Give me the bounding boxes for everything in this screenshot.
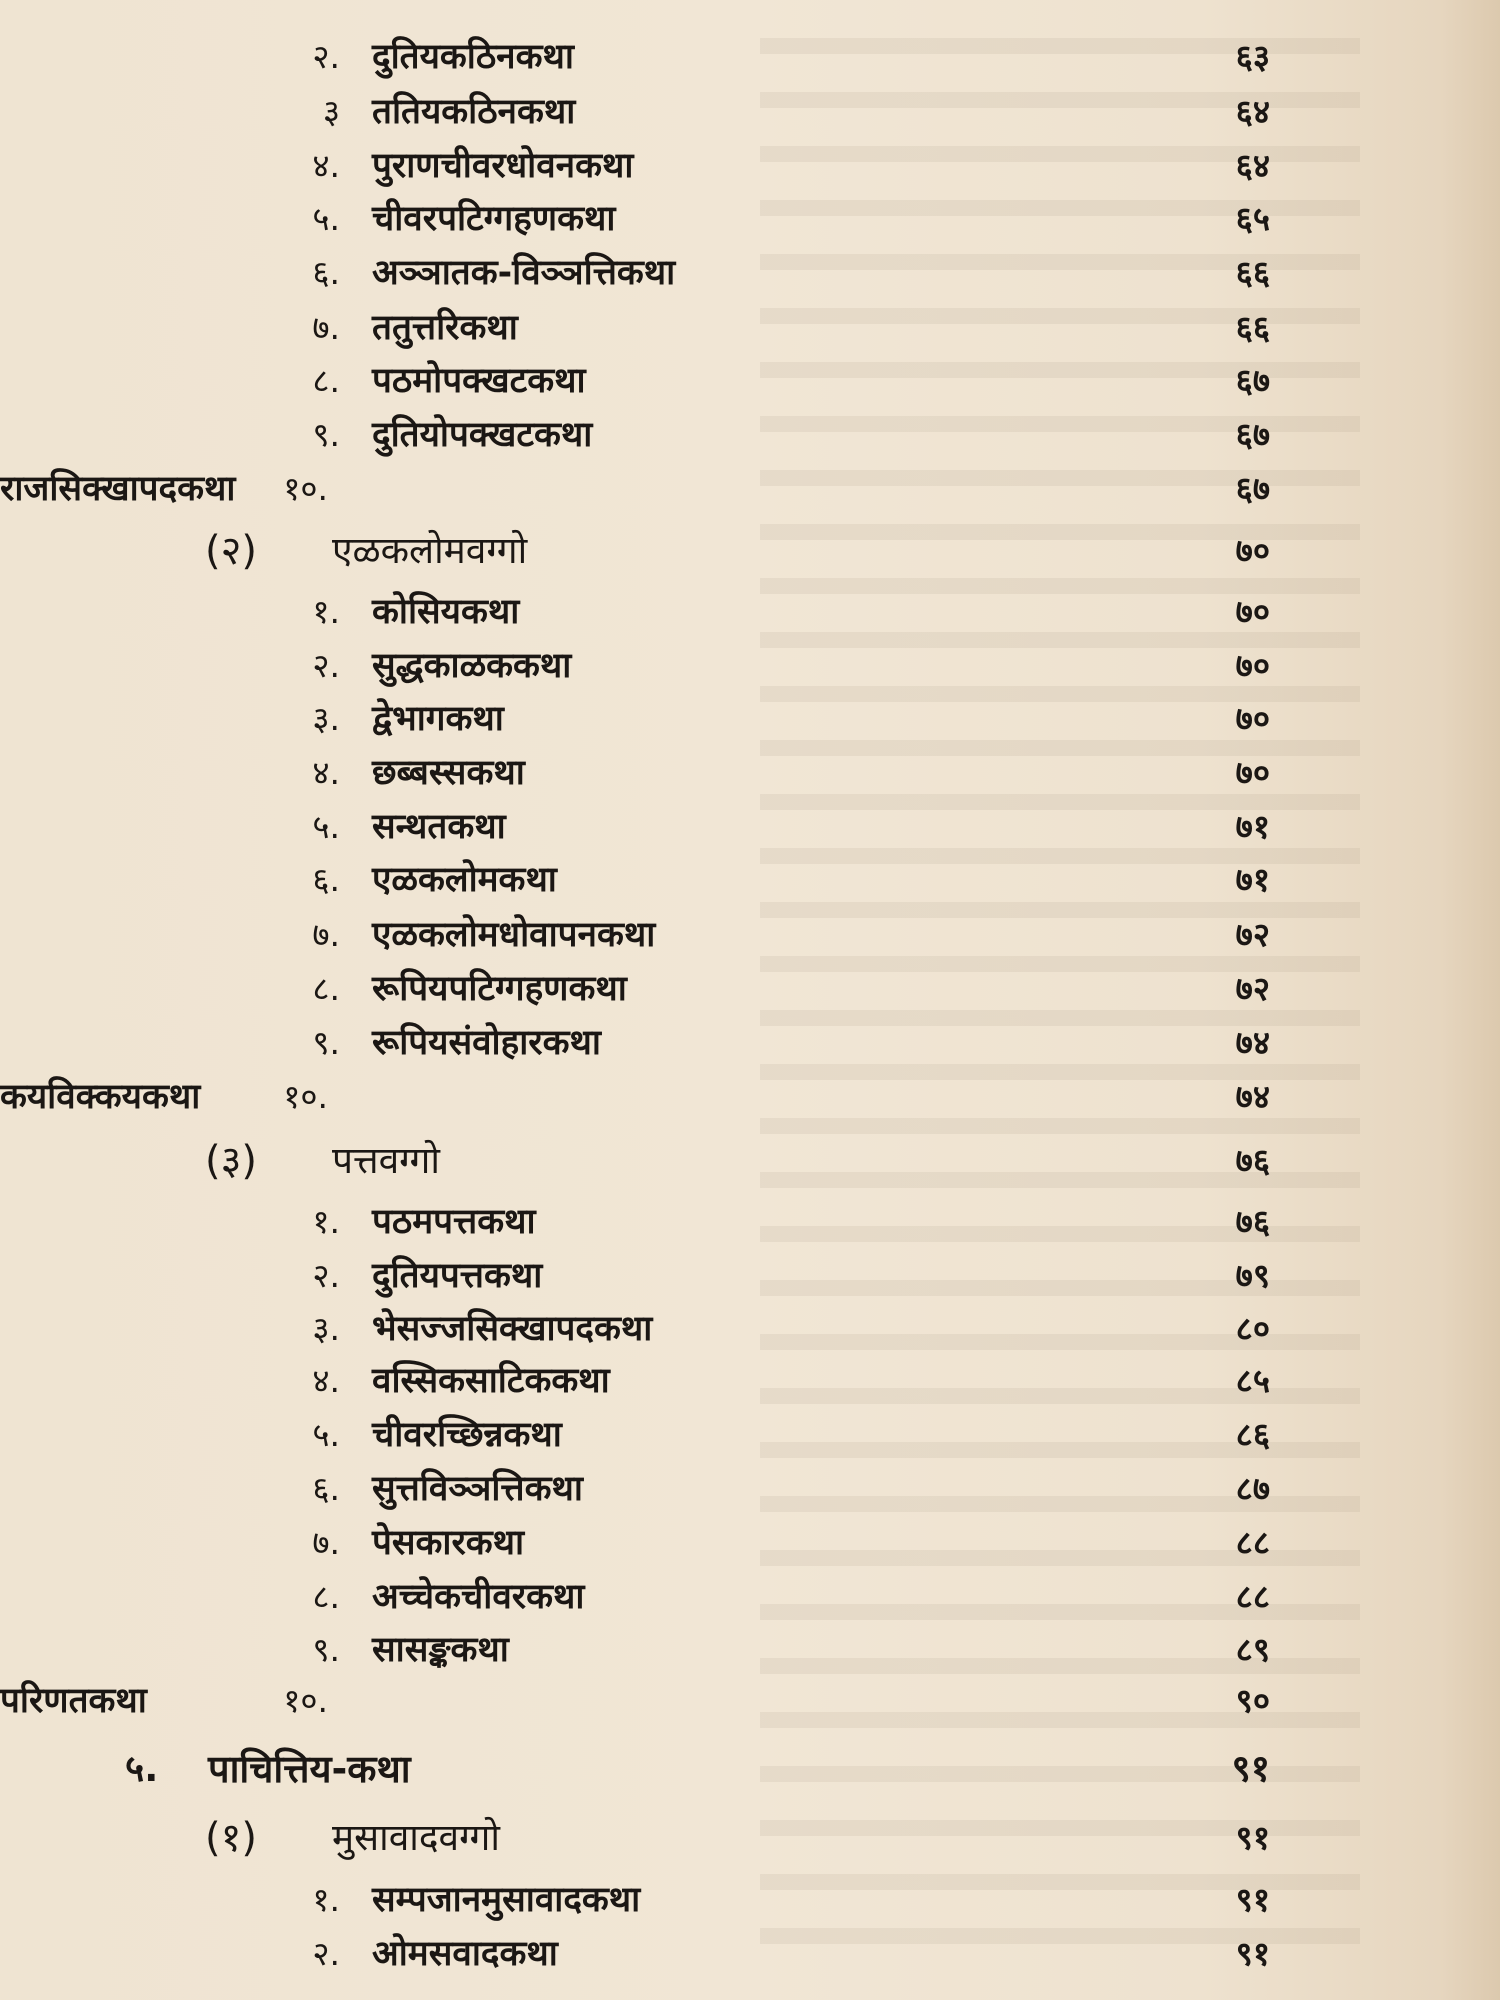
page-number: ७१ bbox=[1235, 807, 1270, 846]
entry-number: २. bbox=[312, 646, 340, 685]
entry-number: १. bbox=[312, 1880, 340, 1919]
toc-entry bbox=[0, 1354, 1500, 1408]
entry-title: पठमोपक्खटकथा bbox=[372, 361, 586, 401]
entry-title: दुतियोपक्खटकथा bbox=[372, 415, 593, 455]
page-number: ९० bbox=[1235, 1681, 1270, 1720]
entry-number: (३) bbox=[205, 1138, 258, 1184]
entry-number: ५. bbox=[312, 1415, 340, 1454]
entry-title: वस्सिकसाटिककथा bbox=[372, 1361, 610, 1401]
entry-title: एळकलोमवग्गो bbox=[332, 529, 528, 572]
entry-title: सासङ्ककथा bbox=[372, 1630, 509, 1670]
toc-entry bbox=[0, 1927, 1500, 1981]
page-number: ७२ bbox=[1235, 969, 1270, 1008]
toc-entry bbox=[0, 1070, 1500, 1124]
page-number: ७६ bbox=[1235, 1141, 1270, 1180]
entry-number: ४. bbox=[312, 1361, 340, 1400]
entry-title: सम्पजानमुसावादकथा bbox=[372, 1880, 641, 1920]
entry-number: ९. bbox=[312, 1630, 340, 1669]
page-number: ७२ bbox=[1235, 915, 1270, 954]
toc-entry bbox=[0, 85, 1500, 139]
entry-title: मुसावादवग्गो bbox=[332, 1816, 500, 1859]
toc-entry bbox=[0, 1462, 1500, 1516]
entry-title: पुराणचीवरधोवनकथा bbox=[372, 146, 634, 186]
toc-entry bbox=[0, 1674, 1500, 1728]
page-number: ६४ bbox=[1235, 92, 1270, 131]
page-number: ७० bbox=[1235, 646, 1270, 685]
toc-entry bbox=[0, 192, 1500, 246]
page-number: ६३ bbox=[1235, 37, 1270, 76]
entry-number: १. bbox=[312, 1202, 340, 1241]
page-number: ९१ bbox=[1231, 1747, 1270, 1790]
toc-entry bbox=[0, 246, 1500, 300]
entry-number: ८. bbox=[312, 1577, 340, 1616]
entry-number: ९. bbox=[312, 1023, 340, 1062]
toc-section bbox=[0, 1742, 1500, 1796]
entry-title: पत्तवग्गो bbox=[332, 1139, 440, 1182]
toc-chapter bbox=[0, 1134, 1500, 1188]
entry-number: १. bbox=[312, 592, 340, 631]
toc-entry bbox=[0, 301, 1500, 355]
entry-title: ततुत्तरिकथा bbox=[372, 308, 518, 348]
toc-entry bbox=[0, 962, 1500, 1016]
entry-number: ७. bbox=[312, 1523, 340, 1562]
entry-title: सन्थतकथा bbox=[372, 807, 506, 847]
page-number: ८५ bbox=[1235, 1361, 1270, 1400]
entry-title: कोसियकथा bbox=[372, 592, 520, 632]
entry-title: दुतियपत्तकथा bbox=[372, 1256, 543, 1296]
entry-title: चीवरपटिग्गहणकथा bbox=[372, 199, 616, 239]
entry-title: सुद्धकाळककथा bbox=[372, 646, 572, 686]
page-number: ८६ bbox=[1235, 1415, 1270, 1454]
entry-number: १०. bbox=[283, 1077, 328, 1116]
toc-entry bbox=[0, 800, 1500, 854]
toc-entry bbox=[0, 1302, 1500, 1356]
page-number: ८८ bbox=[1235, 1577, 1270, 1616]
entry-number: ६. bbox=[312, 860, 340, 899]
toc-entry bbox=[0, 1570, 1500, 1624]
toc-entry bbox=[0, 639, 1500, 693]
page-number: ९१ bbox=[1235, 1880, 1270, 1919]
entry-number: २. bbox=[312, 1934, 340, 1973]
toc-entry bbox=[0, 692, 1500, 746]
page-number: ७० bbox=[1235, 753, 1270, 792]
entry-number: ७. bbox=[312, 308, 340, 347]
entry-number: (२) bbox=[205, 528, 258, 574]
entry-number: ३ bbox=[322, 92, 340, 131]
page-number: ६७ bbox=[1235, 415, 1270, 454]
page-number: ७० bbox=[1235, 699, 1270, 738]
entry-title: पठमपत्तकथा bbox=[372, 1202, 536, 1242]
page-number: ६५ bbox=[1235, 199, 1270, 238]
page-number: ७४ bbox=[1235, 1023, 1270, 1062]
entry-title: अञ्ञातक-विञ्ञत्तिकथा bbox=[372, 253, 676, 293]
entry-title: एळकलोमकथा bbox=[372, 860, 557, 900]
entry-title: भेसज्जसिक्खापदकथा bbox=[372, 1309, 653, 1349]
toc-entry bbox=[0, 908, 1500, 962]
toc-chapter bbox=[0, 1811, 1500, 1865]
toc-entry bbox=[0, 746, 1500, 800]
page-number: ६४ bbox=[1235, 146, 1270, 185]
entry-title: रूपियसंवोहारकथा bbox=[372, 1023, 601, 1063]
page-number: ८० bbox=[1235, 1309, 1270, 1348]
page-number: ६६ bbox=[1235, 253, 1270, 292]
entry-number: (१) bbox=[205, 1815, 258, 1861]
page-number: ७४ bbox=[1235, 1077, 1270, 1116]
entry-title: एळकलोमधोवापनकथा bbox=[372, 915, 656, 955]
page-number: ९१ bbox=[1235, 1818, 1270, 1857]
entry-number: १०. bbox=[283, 1681, 328, 1720]
toc-entry bbox=[0, 1195, 1500, 1249]
toc-entry bbox=[0, 1623, 1500, 1677]
toc-entry bbox=[0, 1516, 1500, 1570]
entry-number: २. bbox=[312, 37, 340, 76]
entry-number: १०. bbox=[283, 469, 328, 508]
entry-number: ४. bbox=[312, 146, 340, 185]
page-number: ७० bbox=[1235, 531, 1270, 570]
page-number: ९१ bbox=[1235, 1934, 1270, 1973]
toc-entry bbox=[0, 30, 1500, 84]
toc-chapter bbox=[0, 524, 1500, 578]
toc-entry bbox=[0, 139, 1500, 193]
page-number: ७० bbox=[1235, 592, 1270, 631]
entry-number: २. bbox=[312, 1256, 340, 1295]
entry-number: ८. bbox=[312, 361, 340, 400]
toc-entry bbox=[0, 853, 1500, 907]
page-number: ८९ bbox=[1235, 1630, 1270, 1669]
toc-entry bbox=[0, 408, 1500, 462]
entry-number: ६. bbox=[312, 1469, 340, 1508]
entry-number: ३. bbox=[312, 1309, 340, 1348]
entry-number: ५. bbox=[312, 807, 340, 846]
entry-title: ततियकठिनकथा bbox=[372, 92, 576, 132]
toc-entry bbox=[0, 585, 1500, 639]
entry-number: ४. bbox=[312, 753, 340, 792]
toc-entry bbox=[0, 354, 1500, 408]
toc-entry bbox=[0, 1408, 1500, 1462]
entry-title: रूपियपटिग्गहणकथा bbox=[372, 969, 627, 1009]
entry-number: ३. bbox=[312, 699, 340, 738]
toc-entry bbox=[0, 1873, 1500, 1927]
entry-number: ९. bbox=[312, 415, 340, 454]
entry-title: ओमसवादकथा bbox=[372, 1934, 558, 1974]
entry-title: दुतियकठिनकथा bbox=[372, 37, 574, 77]
entry-number: ८. bbox=[312, 969, 340, 1008]
page-number: ६७ bbox=[1235, 469, 1270, 508]
entry-number: ५. bbox=[125, 1747, 159, 1790]
page-number: ७९ bbox=[1235, 1256, 1270, 1295]
entry-title: छब्बस्सकथा bbox=[372, 753, 525, 793]
entry-title: परिणतकथा bbox=[0, 1681, 147, 1721]
entry-title: सुत्तविञ्ञत्तिकथा bbox=[372, 1469, 583, 1509]
page-number: ६६ bbox=[1235, 308, 1270, 347]
entry-number: ५. bbox=[312, 199, 340, 238]
entry-title: पाचित्तिय-कथा bbox=[208, 1747, 411, 1791]
page-number: ७६ bbox=[1235, 1202, 1270, 1241]
toc-entry bbox=[0, 1249, 1500, 1303]
entry-title: अच्चेकचीवरकथा bbox=[372, 1577, 585, 1617]
entry-title: चीवरच्छिन्नकथा bbox=[372, 1415, 562, 1455]
page-number: ८८ bbox=[1235, 1523, 1270, 1562]
page-number: ७१ bbox=[1235, 860, 1270, 899]
page-number: ८७ bbox=[1235, 1469, 1270, 1508]
entry-title: पेसकारकथा bbox=[372, 1523, 525, 1563]
entry-title: कयविक्कयकथा bbox=[0, 1077, 201, 1117]
toc-entry bbox=[0, 462, 1500, 516]
entry-number: ६. bbox=[312, 253, 340, 292]
page-number: ६७ bbox=[1235, 361, 1270, 400]
entry-title: द्वेभागकथा bbox=[372, 699, 504, 739]
entry-title: राजसिक्खापदकथा bbox=[0, 469, 236, 509]
toc-entry bbox=[0, 1016, 1500, 1070]
entry-number: ७. bbox=[312, 915, 340, 954]
